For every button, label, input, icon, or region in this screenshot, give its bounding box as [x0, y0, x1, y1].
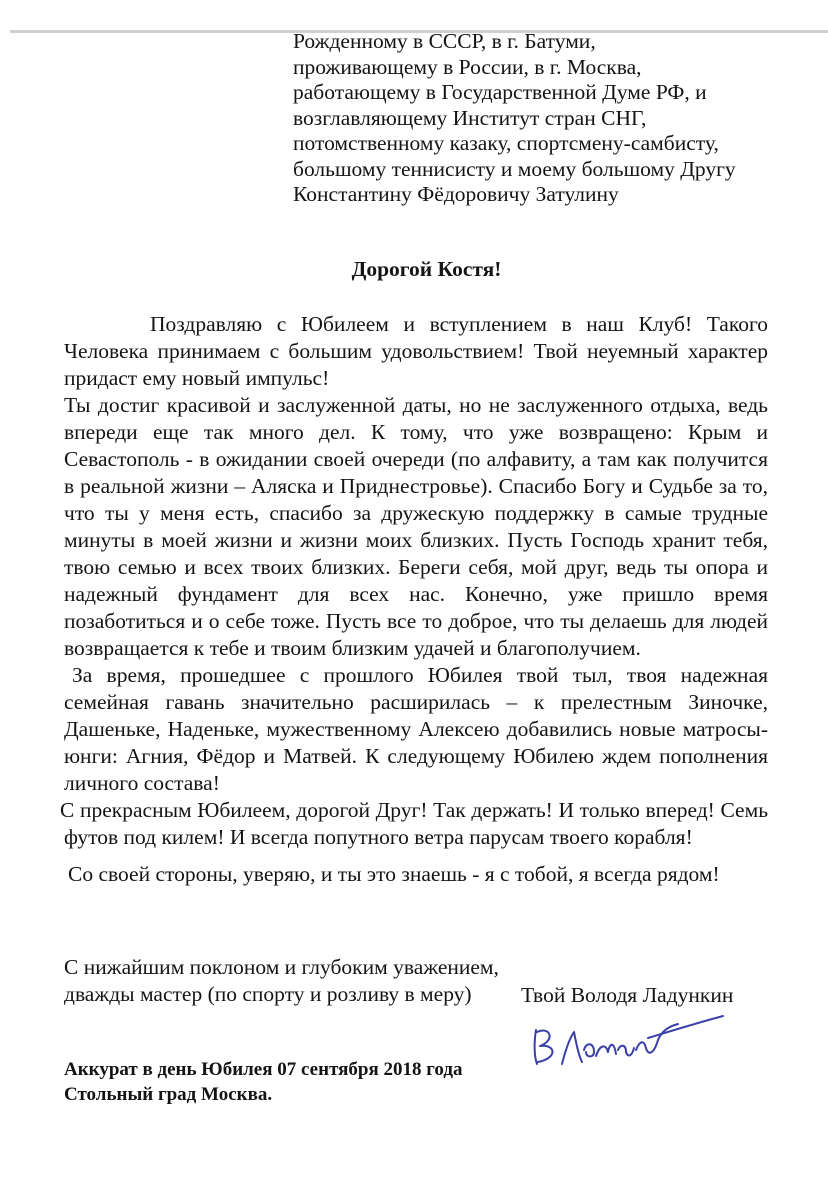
address-line: Константину Фёдоровичу Затулину	[293, 182, 619, 206]
closing-line: С нижайшим поклоном и глубоким уважением,	[64, 955, 499, 979]
signature-name: Твой Володя Ладункин	[521, 983, 734, 1007]
address-line: большому теннисисту и моему большому Другу	[293, 156, 736, 181]
handwritten-signature	[528, 1000, 728, 1070]
address-line: проживающему в России, в г. Москва,	[293, 54, 642, 79]
greeting-line	[0, 256, 828, 283]
closing-line: дважды мастер (по спорту и розливу в меру)	[64, 982, 472, 1006]
address-block	[293, 29, 813, 208]
address-line: возглавляющему Институт стран СНГ,	[293, 105, 647, 130]
paragraph-support: Со своей стороны, уверяю, и ты это знаешь - я с тобой, я всегда рядом!	[68, 862, 720, 886]
address-line: работающему в Государственной Думе РФ, и	[293, 80, 707, 104]
date-block	[64, 1057, 463, 1107]
greeting: Дорогой Костя!	[351, 257, 502, 281]
place-line: Стольный град Москва.	[64, 1084, 273, 1105]
paragraph-main: Ты достиг красивой и заслуженной даты, но не заслуженного отдыха, ведь впереди еще так много дел. К тому, что уже возвращено: Крым и Севастополь - в ожидании своей очереди (по алфавиту, а там как получится в реальной жизни – Аляска и Приднестровье). Спасибо Богу и Судьбе за то, что ты у меня есть, спасибо за дружескую поддержку в самые трудные минуты в моей жизни и жизни моих близких. Пусть Господь хранит тебя, твою семью и всех твоих близких. Береги себя, мой друг, ведь ты опора и надежный фундамент для всех нас. Конечно, уже пришло время позаботиться и о себе тоже. Пусть все то доброе, что ты делаешь для людей возвращается к тебе и твоим близким удачей и благополучием.	[64, 393, 768, 660]
address-line: Рожденному в СССР, в г. Батуми,	[293, 29, 596, 53]
date-line: Аккурат в день Юбилея 07 сентября 2018 года	[64, 1059, 463, 1080]
paragraph-family: За время, прошедшее с прошлого Юбилея твой тыл, твоя надежная семейная гавань значительно расширилась – к прелестным Зиночке, Дашеньке, Наденьке, мужественному Алексею добавились новые матросы-юнги: Агния, Фёдор и Матвей. К следующему Юбилею ждем пополнения личного состава!	[64, 663, 768, 795]
paragraph-congratulation: Поздравляю с Юбилеем и вступлением в наш Клуб! Такого Человека принимаем с большим удовольствием! Твой неуемный характер придаст ему новый импульс!	[64, 312, 768, 390]
letter-body	[60, 311, 768, 888]
address-line: потомственному казаку, спортсмену-самбисту,	[293, 131, 719, 155]
paragraph-wishes: С прекрасным Юбилеем, дорогой Друг! Так держать! И только вперед! Семь футов под килем! И всегда попутного ветра парусам твоего корабля!	[60, 798, 768, 849]
